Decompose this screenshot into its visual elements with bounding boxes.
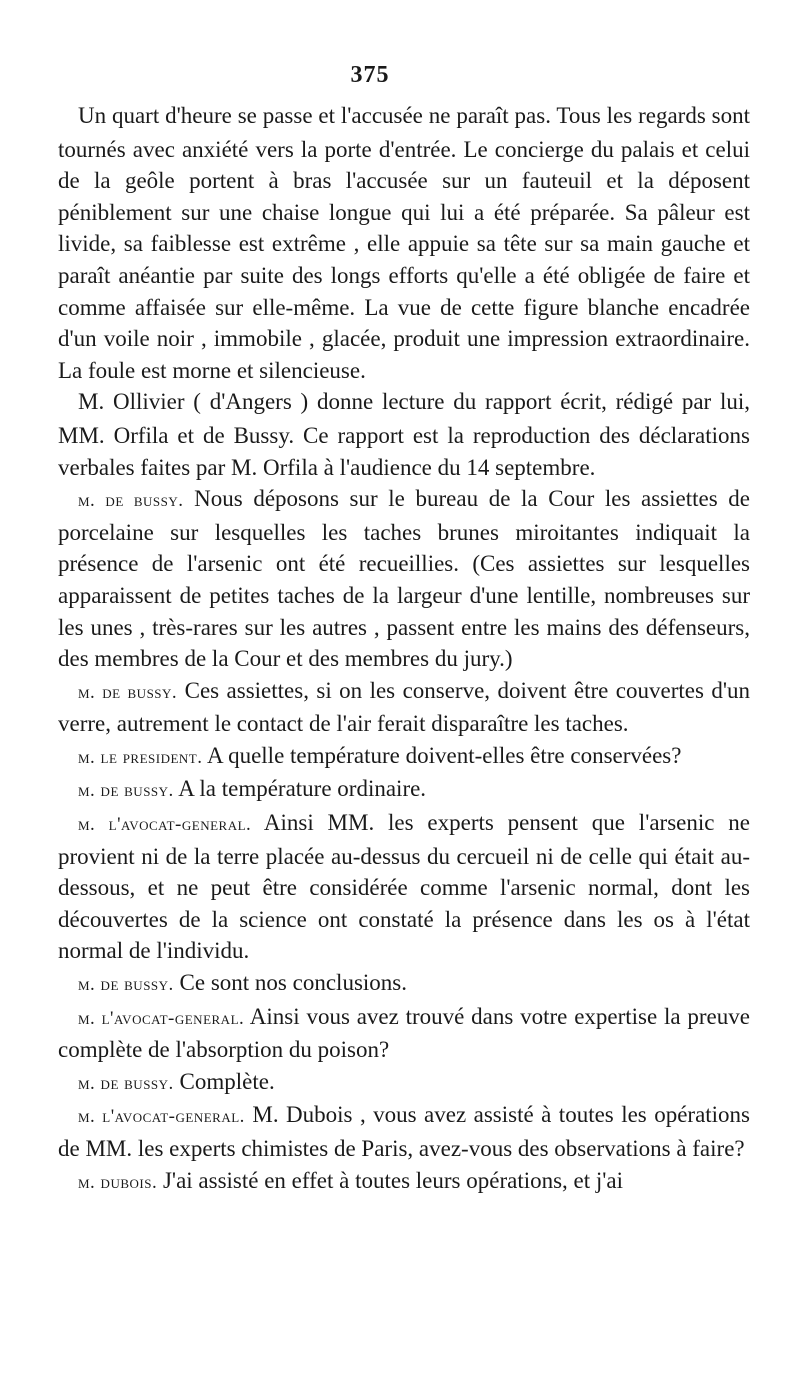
paragraph: [58, 967, 750, 1001]
paragraph-text: Complète.: [179, 1068, 275, 1094]
paragraph-text: Ces assiettes, si on les conserve, doivent être couvertes d'un verre, autrement le contact de l'air ferait disparaître les taches.: [58, 677, 751, 737]
speaker-name: m. de bussy.: [78, 1072, 174, 1094]
paragraph-text: M. Ollivier ( d'Angers ) donne lecture du rapport écrit, rédigé par lui, MM. Orfila et de Bussy. Ce rapport est la reproduction des déclarations verbales faites par M. Orfila à l'audience du 14 septembre.: [58, 389, 750, 480]
paragraph: [58, 1165, 750, 1199]
text-body: [58, 100, 750, 1198]
speaker-name: m. de bussy.: [78, 974, 174, 996]
paragraph: [58, 1099, 750, 1164]
paragraph: [58, 1001, 750, 1066]
paragraph: [58, 1066, 750, 1100]
speaker-name: m. de bussy.: [78, 780, 174, 802]
paragraph: [58, 807, 750, 967]
paragraph: [58, 386, 750, 483]
paragraph-text: Ce sont nos conclusions.: [179, 970, 407, 996]
speaker-name: m. de bussy.: [78, 681, 178, 703]
paragraph-text: Un quart d'heure se passe et l'accusée ne paraît pas. Tous les regards sont tournés avec anxiété vers la porte d'entrée. Le concierge du palais et celui de la geôle portent à bras l'accusée sur un fauteuil et la déposent péniblement sur une chaise longue qui lui a été préparée. Sa pâleur est livide, sa faiblesse est extrême , elle appuie sa tête sur sa main gauche et paraît anéantie par suite des longs efforts qu'elle a été obligée de faire et comme affaisée sur elle-même. La vue de cette figure blanche encadrée d'un voile noir , immobile , glacée, produit une impression extraordinaire. La foule est morne et silencieuse.: [58, 103, 750, 383]
paragraph: [58, 675, 750, 740]
page-number: 375: [350, 62, 390, 88]
paragraph: [58, 773, 750, 807]
paragraph-text: M. Dubois , vous avez assisté à toutes les opérations de MM. les experts chimistes de Paris, avez-vous des observations à faire?: [58, 1102, 751, 1161]
paragraph-text: Nous déposons sur le bureau de la Cour les assiettes de porcelaine sur lesquelles les taches brunes miroitantes indiquait la présence de l'arsenic ont été recueillies. (Ces assiettes sur lesquelles apparaissent de petites taches de la largeur d'une lentille, nombreuses sur les unes , très-rares sur les autres , passent entre les mains des défenseurs, des membres de la Cour et des membres du jury.): [58, 486, 751, 672]
paragraph-text: A la température ordinaire.: [178, 776, 427, 802]
speaker-name: m. l'avocat-general.: [78, 1106, 245, 1128]
speaker-name: m. de bussy.: [78, 490, 184, 512]
paragraph: [58, 100, 750, 386]
paragraph-text: Ainsi vous avez trouvé dans votre expertise la preuve complète de l'absorption du poison?: [58, 1003, 750, 1063]
paragraph-text: A quelle température doivent-elles être conservées?: [206, 742, 682, 768]
paragraph-text: Ainsi MM. les experts pensent que l'arsenic ne provient ni de la terre placée au-dessus du cercueil ni de celle qui était au-dessous, et ne peut être considérée comme l'arsenic normal, dont les découvertes de la science ont constaté la présence dans les os à l'état normal de l'individu.: [58, 810, 751, 964]
paragraph-text: J'ai assisté en effet à toutes leurs opérations, et j'ai: [162, 1167, 624, 1193]
speaker-name: m. l'avocat-general.: [78, 814, 252, 836]
speaker-name: m. le president.: [78, 746, 203, 768]
paragraph: [58, 483, 750, 675]
paragraph: [58, 740, 750, 774]
speaker-name: m. dubois.: [78, 1171, 158, 1193]
speaker-name: m. l'avocat-general.: [78, 1007, 245, 1029]
